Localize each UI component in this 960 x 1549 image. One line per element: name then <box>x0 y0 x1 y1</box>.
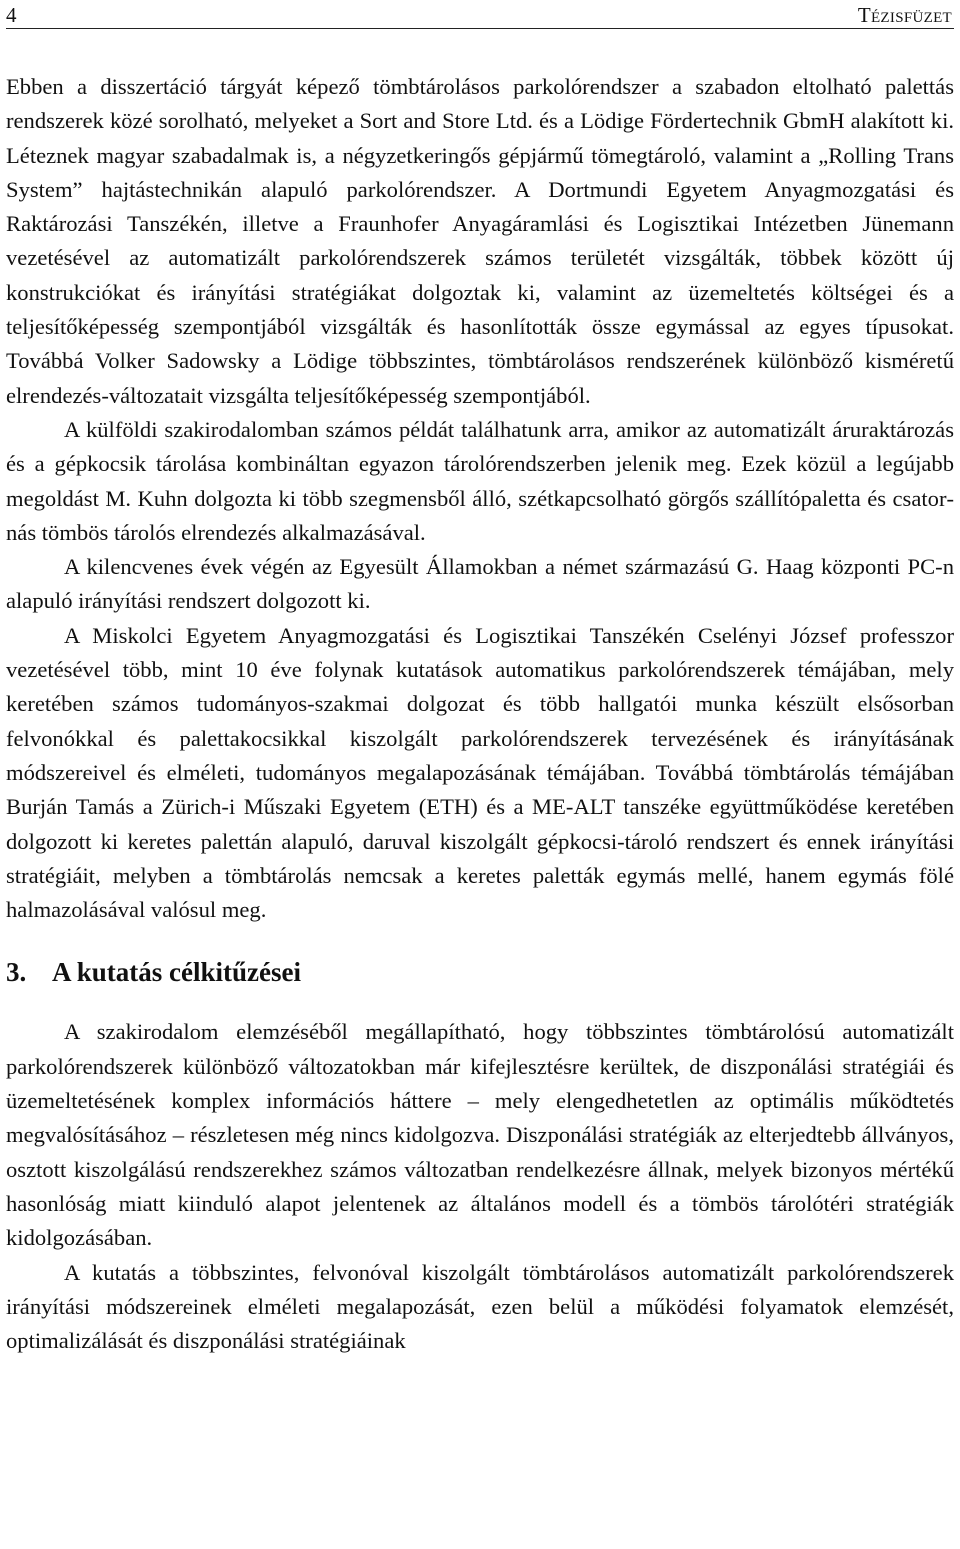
paragraph: A kutatás a többszintes, felvonóval kiszolgált tömbtárolásos automatizált parkolórendszerek irányítási módszereinek elméleti megalapozását, ezen belül a működési folyamatok elemzését, optimalizálását és diszponálási stratégiáinak <box>6 1259 954 1354</box>
paragraph: A Miskolci Egyetem Anyagmozgatási és Logisztikai Tanszékén Cselényi József professzor vezetésével több, mint 10 éve folynak kutatások automatikus parkolórendszerek témájában, mely keretében számos tudományos-szakmai dolgozat és több hallgatói munka készült elsősorban felvonókkal és palettakocsikkal kiszolgált parkolórendszerek tervezésének és irányításának módszereivel és elméleti, tudományos megalapozásának témájában. Továbbá tömbtárolás témájában Burján Tamás a Zürich-i Műszaki Egyetem (ETH) és a ME-ALT tanszéke együttműködése keretében dolgozott ki keretes palettán alapuló, daruval kiszolgált gépkocsi-tároló rendszert és ennek irányítási stratégiáit, melyben a tömbtárolás nemcsak a keretes paletták egymás mellé, hanem egymás fölé halmazolásával valósul meg. <box>6 622 954 923</box>
paragraph: A külföldi szakirodalomban számos példát találhatunk arra, amikor az automatizált áruraktározás és a gépkocsik tárolása kombináltan egyazon tárolórendszerben jelenik meg. Ezek közül a legújabb megoldást M. Kuhn dolgozta ki több szegmensből álló, szétkapcsolható görgős szállítópaletta és csatornás tömbös tárolós elrendezés alkalmazásával. <box>6 416 954 545</box>
page-number: 4 <box>6 3 17 27</box>
running-header <box>6 2 954 29</box>
section-number: 3. <box>6 957 27 988</box>
section-heading <box>6 955 954 989</box>
body-text <box>6 70 954 1358</box>
section-title: A kutatás célkitűzései <box>52 957 301 988</box>
running-title: Tézisfüzet <box>857 3 952 27</box>
paragraph: Ebben a disszertáció tárgyát képező tömbtárolásos parkolórendszer a szabadon eltolható palettás rendszerek közé sorolható, melyeket a Sort and Store Ltd. és a Lödige Fördertechnik GbmH alakított ki. Léteznek magyar szabadalmak is, a négyzetkeringős gépjármű tömegtároló, valamint a „Rolling Trans System” hajtástechnikán alapuló parkolórendszer. A Dortmundi Egyetem Anyagmozgatási és Raktározási Tanszékén, illetve a Fraunhofer Anyagáramlási és Logisztikai Intézetben Jünemann vezetésével az automatizált parkolórendszerek számos területét vizsgálták, többek között új konstrukciókat és irányítási stratégiákat dolgoztak ki, valamint az üzemeltetés költségei és a teljesítőképesség szempontjából vizsgálták és hasonlították össze egymással az egyes típusokat. Továbbá Volker Sadowsky a Lödige többszintes, tömbtárolásos rendszerének különböző kisméretű elrendezés-változatait vizsgálta teljesítőképesség szempontjából. <box>6 74 954 408</box>
paragraph: A szakirodalom elemzéséből megállapítható, hogy többszintes tömbtárolósú automatizált parkolórendszerek különböző változatokban már kifejlesztésre kerültek, de diszponálási stratégiái és üzemeltetésének komplex információs háttere – mely elengedhetetlen az optimális működtetés megvalósításához – részletesen még nincs kidolgozva. Diszponálási stratégiák az elterjedtebb állványos, osztott kiszolgálású rendszerekhez számos változatban rendelkezésre állnak, melyek bizonyos mértékű hasonlóság miatt kiinduló alapot jelentenek az általános modell és a tömbös tárolótéri stratégiák kidolgozásában. <box>6 1019 954 1251</box>
paragraph: A kilencvenes évek végén az Egyesült Államokban a német származású G. Haag központi PC-n alapuló irányítási rendszert dolgozott ki. <box>6 554 954 614</box>
